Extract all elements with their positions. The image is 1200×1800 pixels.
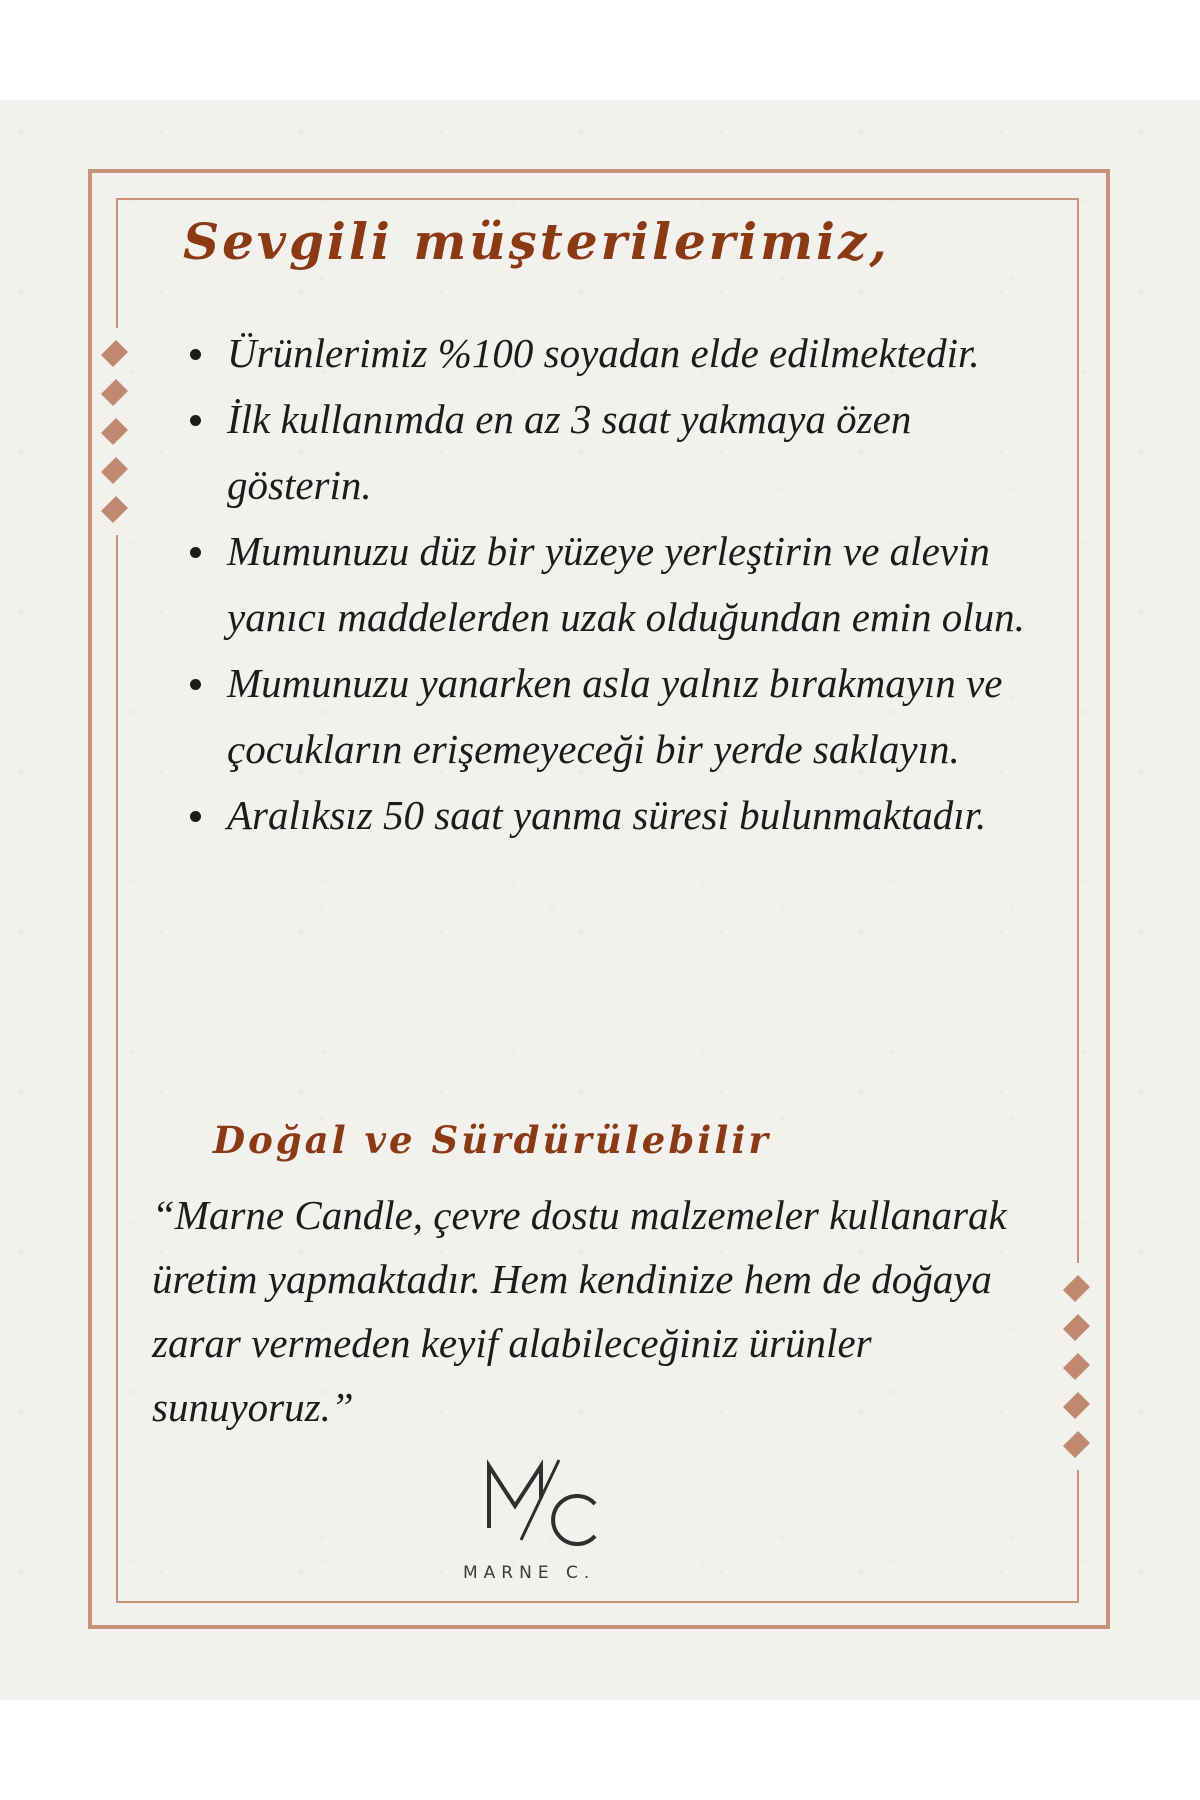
- bullet-icon: [190, 679, 201, 690]
- list-item-text: Mumunuzu yanarken asla yalnız bırakmayın ve çocukların erişemeyeceği bir yerde saklayın.: [227, 660, 1003, 772]
- brand-quote: “Marne Candle, çevre dostu malzemeler kullanarak üretim yapmaktadır. Hem kendinize hem de doğaya zarar vermeden keyif alabileceğiniz ürünler sunuyoruz.”: [152, 1192, 1007, 1430]
- list-item: [183, 518, 1043, 650]
- list-item-text: Ürünlerimiz %100 soyadan elde edilmektedir.: [227, 330, 980, 376]
- list-item-text: İlk kullanımda en az 3 saat yakmaya özen gösterin.: [227, 396, 912, 508]
- brand-name: MARNE C.: [463, 1563, 596, 1583]
- left-diamond-ornament: [106, 328, 123, 535]
- right-diamond-ornament: [1068, 1263, 1085, 1470]
- bullet-icon: [190, 415, 201, 426]
- list-item-text: Mumunuzu düz bir yüzeye yerleştirin ve alevin yanıcı maddelerden uzak olduğundan emin olun.: [227, 528, 1025, 640]
- greeting-heading: Sevgili müşterilerimiz,: [183, 212, 890, 271]
- list-item: [183, 320, 1043, 386]
- list-item-text: Aralıksız 50 saat yanma süresi bulunmaktadır.: [227, 792, 987, 838]
- brand-monogram-logo: [481, 1458, 601, 1546]
- bullet-icon: [190, 547, 201, 558]
- list-item: [183, 650, 1043, 782]
- section-subheading: Doğal ve Sürdürülebilir: [213, 1118, 771, 1162]
- list-item: [183, 782, 1043, 848]
- bullet-icon: [190, 811, 201, 822]
- bullet-icon: [190, 349, 201, 360]
- care-instructions-list: [183, 320, 1043, 848]
- list-item: [183, 386, 1043, 518]
